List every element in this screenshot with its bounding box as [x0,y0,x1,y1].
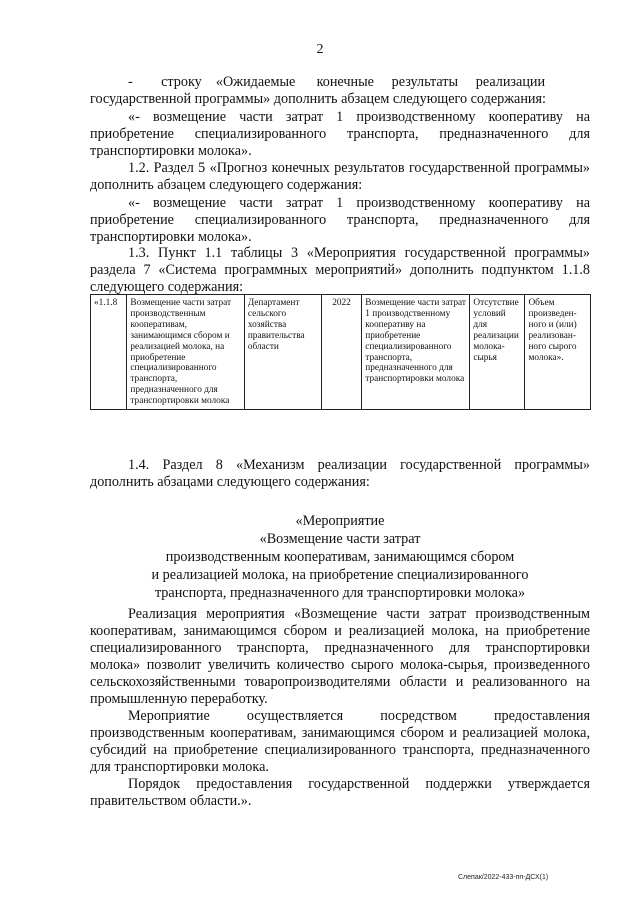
table-cell-indicator: Объем произведенного и (или) реализованного сырого молока». [525,295,591,410]
heading-line: и реализацией молока, на приобретение специализированного [151,567,529,583]
measures-table [90,294,591,410]
heading-line: «Мероприятие [295,513,385,529]
page-number: 2 [316,42,324,57]
quote-paragraph: «- возмещение части затрат 1 производственному кооперативу на приобретение специализированного транспорта, предназначенного для транспортировки молока». [90,195,590,245]
paragraph-line: государственной программы» дополнить абзацем следующего содержания: [90,91,546,107]
section-paragraph-1-2 [90,160,590,246]
table-cell-number: «1.1.8 [91,295,127,410]
heading-line: транспорта, предназначенного для транспортировки молока» [154,585,526,601]
body-paragraph: Мероприятие осуществляется посредством предоставления производственным кооперативам, занимающимся сбором и реализацией молока, субсидий на приобретение специализированного транспорта, предназначенного для транспортировки молока. [90,708,590,775]
section-paragraph-1-4 [90,457,590,491]
table-cell-executor: Департамент сельского хозяйства правительства области [244,295,321,410]
paragraph-line: - строку «Ожидаемые конечные результаты реализации [128,74,546,90]
body-paragraph: Порядок предоставления государственной поддержки утверждается правительством области.». [90,776,590,809]
measure-body [90,606,590,810]
table-row [91,295,591,410]
quote-paragraph: «- возмещение части затрат 1 производственному кооперативу на приобретение специализированного транспорта, предназначенного для транспортировки молока». [90,109,590,159]
section-paragraph-results [90,74,590,160]
document-stamp: Слепак/2022-433-пп-ДСХ(1) [458,874,549,881]
table-cell-measure: Возмещение части затрат производственным кооперативам, занимающимся сбором и реализацией молока, на приобретение специализированного транспорта, предназначенного для транспортировки молока [127,295,244,410]
heading-line: «Возмещение части затрат [259,531,421,547]
table-cell-risk: Отсутствие условий для реализации молока-сырья [470,295,525,410]
measure-heading [90,512,590,602]
table-cell-result: Возмещение части затрат 1 производственному кооперативу на приобретение специализированного транспорта, предназначенного для транспортировки молока [362,295,470,410]
paragraph: 1.2. Раздел 5 «Прогноз конечных результатов государственной программы» дополнить абзацем следующего содержания: [90,160,590,193]
paragraph: 1.3. Пункт 1.1 таблицы 3 «Мероприятия государственной программы» раздела 7 «Система программных мероприятий» дополнить подпунктом 1.1.8 следующего содержания: [90,245,590,295]
paragraph: 1.4. Раздел 8 «Механизм реализации государственной программы» дополнить абзацами следующего содержания: [90,457,590,490]
section-paragraph-1-3 [90,245,590,296]
table-cell-year: 2022 [321,295,362,410]
body-paragraph: Реализация мероприятия «Возмещение части затрат производственным кооперативам, занимающимся сбором и реализацией молока, на приобретение специализированного транспорта, предназначенного для транспортировки молока» позволит увеличить количество сырого молока-сырья, произведенного сельскохозяйственными товаропроизводителями области и реализованного на промышленную переработку. [90,606,590,707]
heading-line: производственным кооперативам, занимающимся сбором [165,549,515,565]
